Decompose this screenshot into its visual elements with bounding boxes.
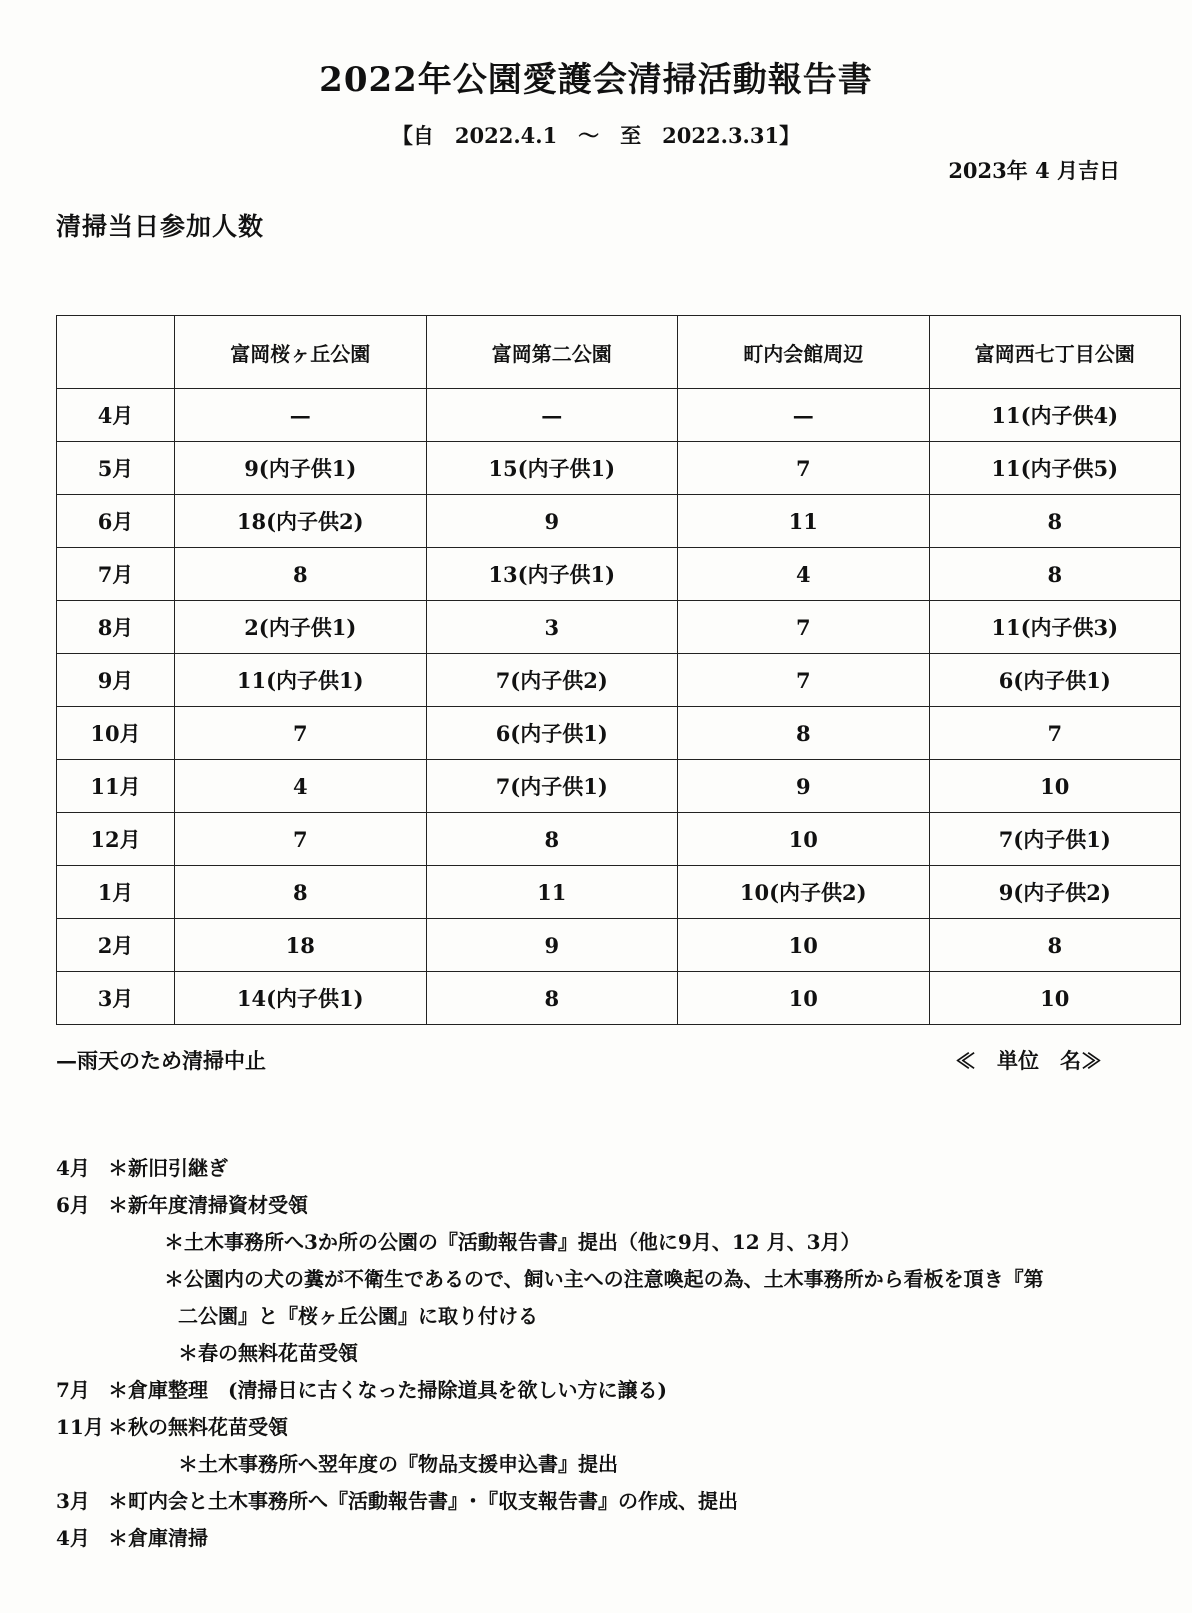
table-row [57,389,1181,442]
count-cell: 7(内子供1) [929,813,1181,866]
count-cell: — [175,389,427,442]
activity-month: 4月 [56,1526,90,1550]
count-cell: 7(内子供1) [426,760,678,813]
count-cell: — [678,389,930,442]
count-cell: 7 [678,442,930,495]
month-cell: 5月 [57,442,175,495]
activity-text: ＊町内会と土木事務所へ『活動報告書』･『収支報告書』の作成、提出 [108,1489,738,1513]
table-body [57,389,1181,1025]
table-row [57,654,1181,707]
activity-month: 7月 [56,1378,90,1402]
activity-text: ＊公園内の犬の糞が不衛生であるので、飼い主への注意喚起の為、土木事務所から看板を頂き『第 [164,1267,1044,1291]
count-cell: 4 [678,548,930,601]
activity-text: ＊倉庫整理 (清掃日に古くなった掃除道具を欲しい方に譲る) [108,1378,667,1402]
cancel-note: —雨天のため清掃中止 [56,1048,266,1073]
table-row [57,760,1181,813]
count-cell: 10 [678,919,930,972]
activity-text: ＊土木事務所へ3か所の公園の『活動報告書』提出（他に9月、12 月、3月） [164,1230,861,1254]
period-range: 【自 2022.4.1 ～ 至 2022.3.31】 [391,123,801,148]
activity-month: 11月 [56,1415,104,1439]
table-row [57,548,1181,601]
count-cell: 4 [175,760,427,813]
month-cell: 7月 [57,548,175,601]
table-row [57,601,1181,654]
count-cell: 9 [678,760,930,813]
count-cell: 7 [929,707,1181,760]
activity-item [56,1528,208,1548]
activity-item [56,1269,1044,1289]
count-cell: 7(内子供2) [426,654,678,707]
month-cell: 10月 [57,707,175,760]
page-title: 2022年公園愛護会清掃活動報告書 [319,60,873,100]
count-cell: 8 [426,972,678,1025]
month-cell: 9月 [57,654,175,707]
table-row [57,495,1181,548]
activity-text: ＊新旧引継ぎ [108,1156,228,1180]
table-row [57,442,1181,495]
header-cell: 富岡西七丁目公園 [929,316,1181,389]
count-cell: 11 [426,866,678,919]
count-cell: 7 [175,813,427,866]
count-cell: 7 [175,707,427,760]
activity-text: ＊土木事務所へ翌年度の『物品支援申込書』提出 [178,1452,618,1476]
activity-item [56,1195,308,1215]
activity-item [56,1158,228,1178]
table-row [57,866,1181,919]
activity-item [56,1454,618,1474]
count-cell: 8 [175,866,427,919]
count-cell: 10 [678,972,930,1025]
attendance-table [56,315,1181,1025]
count-cell: 2(内子供1) [175,601,427,654]
activity-item [56,1417,288,1437]
activity-month: 3月 [56,1489,90,1513]
month-cell: 4月 [57,389,175,442]
count-cell: 14(内子供1) [175,972,427,1025]
table-header-row [57,316,1181,389]
count-cell: 11(内子供5) [929,442,1181,495]
count-cell: 8 [929,495,1181,548]
count-cell: 6(内子供1) [426,707,678,760]
header-cell: 町内会館周辺 [678,316,930,389]
count-cell: 11(内子供3) [929,601,1181,654]
table-row [57,972,1181,1025]
table-row [57,919,1181,972]
count-cell: 8 [929,548,1181,601]
activity-item [56,1491,738,1511]
month-cell: 6月 [57,495,175,548]
unit-note: ≪ 単位 名≫ [955,1048,1102,1073]
count-cell: 10 [929,760,1181,813]
count-cell: 9 [426,495,678,548]
count-cell: 18 [175,919,427,972]
month-cell: 8月 [57,601,175,654]
activity-text: 二公園』と『桜ヶ丘公園』に取り付ける [178,1304,538,1328]
header-cell: 富岡桜ヶ丘公園 [175,316,427,389]
count-cell: 11(内子供4) [929,389,1181,442]
count-cell: 8 [175,548,427,601]
activity-month: 4月 [56,1156,90,1180]
count-cell: 8 [678,707,930,760]
activity-text: ＊春の無料花苗受領 [178,1341,358,1365]
month-cell: 2月 [57,919,175,972]
activity-item [56,1380,667,1400]
count-cell: — [426,389,678,442]
count-cell: 6(内子供1) [929,654,1181,707]
activity-item [56,1232,861,1252]
month-cell: 1月 [57,866,175,919]
count-cell: 11 [678,495,930,548]
count-cell: 15(内子供1) [426,442,678,495]
header-cell [57,316,175,389]
count-cell: 13(内子供1) [426,548,678,601]
activity-text: ＊秋の無料花苗受領 [108,1415,288,1439]
month-cell: 11月 [57,760,175,813]
header-cell: 富岡第二公園 [426,316,678,389]
count-cell: 9(内子供1) [175,442,427,495]
count-cell: 7 [678,654,930,707]
activity-text: ＊倉庫清掃 [108,1526,208,1550]
count-cell: 10(内子供2) [678,866,930,919]
month-cell: 12月 [57,813,175,866]
count-cell: 9 [426,919,678,972]
count-cell: 10 [678,813,930,866]
section-heading: 清掃当日参加人数 [56,212,265,241]
activity-item [56,1343,358,1363]
count-cell: 9(内子供2) [929,866,1181,919]
count-cell: 3 [426,601,678,654]
activity-text: ＊新年度清掃資材受領 [108,1193,308,1217]
activity-item [56,1306,538,1326]
count-cell: 8 [929,919,1181,972]
count-cell: 8 [426,813,678,866]
report-date: 2023年 4 月吉日 [948,158,1120,183]
count-cell: 18(内子供2) [175,495,427,548]
count-cell: 11(内子供1) [175,654,427,707]
table-row [57,813,1181,866]
activity-month: 6月 [56,1193,90,1217]
count-cell: 7 [678,601,930,654]
month-cell: 3月 [57,972,175,1025]
table-row [57,707,1181,760]
count-cell: 10 [929,972,1181,1025]
